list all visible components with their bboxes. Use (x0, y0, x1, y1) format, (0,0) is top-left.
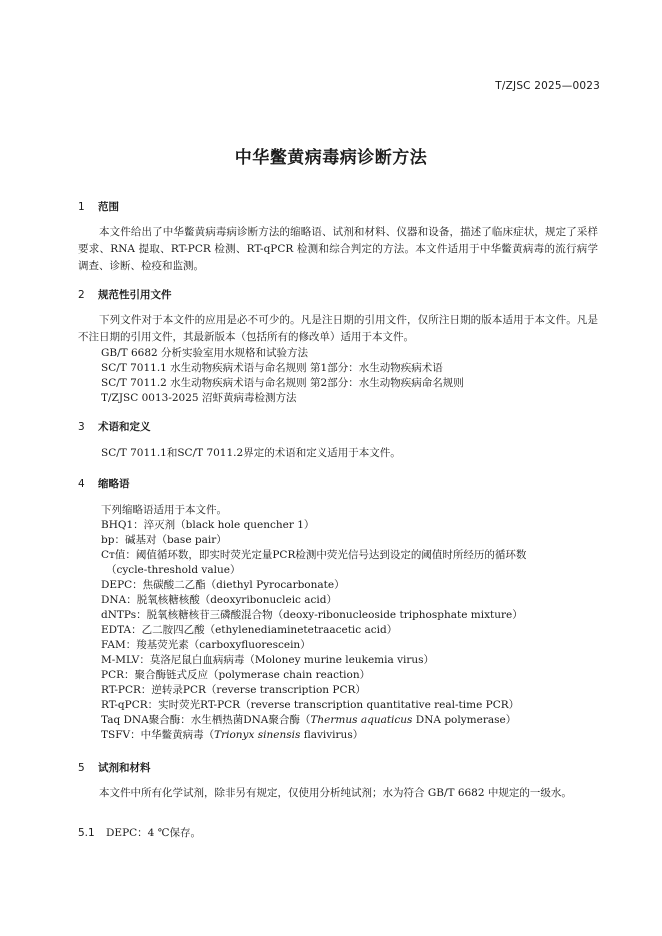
section-2-heading (78, 287, 172, 302)
reference-item: T/ZJSC 0013-2025 沼虾黄病毒检测方法 (101, 392, 297, 404)
species-name: Thermus aquaticus (310, 714, 413, 726)
species-name: Trionyx sinensis (214, 729, 301, 741)
abbrev-text: Taq DNA聚合酶：水生栖热菌DNA聚合酶（ (101, 714, 311, 726)
subsection-text: DEPC：4 ℃保存。 (106, 827, 201, 839)
section-title: 规范性引用文件 (98, 289, 172, 301)
abbrev-item: FAM：羧基荧光素（carboxyfluorescein） (101, 639, 311, 651)
section-number: 1 (78, 201, 85, 213)
page-title: 中华鳖黄病毒病诊断方法 (234, 148, 428, 168)
section-title: 试剂和材料 (98, 762, 151, 774)
subsection-number: 5.1 (78, 827, 95, 839)
abbrev-item-continued: （cycle-threshold value） (106, 564, 241, 576)
section-number: 5 (78, 762, 85, 774)
abbrev-item: M-MLV：莫洛尼鼠白血病病毒（Moloney murine leukemia virus） (101, 654, 435, 666)
section-1-paragraph: 本文件给出了中华鳖黄病毒病诊断方法的缩略语、试剂和材料、仪器和设备，描述了临床症状，规定了采样要求、RNA 提取、RT-PCR 检测、RT-qPCR 检测和综合判定的方法。本文件适用于中华鳖黄病毒的流行病学调查、诊断、检疫和监测。 (78, 226, 598, 272)
abbrev-text: flavivirus） (300, 729, 364, 741)
abbrev-item: EDTA：乙二胺四乙酸（ethylenediaminetetraacetic acid） (101, 624, 398, 636)
abbrev-item: RT-PCR：逆转录PCR（reverse transcription PCR） (101, 684, 366, 696)
section-5-paragraph: 本文件中所有化学试剂，除非另有规定，仅使用分析纯试剂；水为符合 GB/T 6682 中规定的一级水。 (99, 787, 572, 799)
abbrev-item: Cт值：阈值循环数，即实时荧光定量PCR检测中荧光信号达到设定的阈值时所经历的循环数 (101, 549, 527, 561)
abbrev-item: bp：碱基对（base pair） (101, 534, 227, 546)
section-3-text: SC/T 7011.1和SC/T 7011.2界定的术语和定义适用于本文件。 (101, 447, 401, 459)
abbrev-item: DNA：脱氧核糖核酸（deoxyribonucleic acid） (101, 594, 337, 606)
section-number: 4 (78, 478, 85, 490)
section-5-heading (78, 760, 151, 775)
section-4-heading (78, 476, 130, 491)
abbrev-item: PCR：聚合酶链式反应（polymerase chain reaction） (101, 669, 371, 681)
section-title: 范围 (98, 201, 119, 213)
reference-item: GB/T 6682 分析实验室用水规格和试验方法 (101, 347, 309, 359)
abbrev-item: dNTPs：脱氧核糖核苷三磷酸混合物（deoxy-ribonucleoside triphosphate mixture） (101, 609, 523, 621)
abbrev-item-taq (101, 713, 516, 728)
abbrev-intro: 下列缩略语适用于本文件。 (101, 504, 227, 516)
abbrev-text: TSFV：中华鳖黄病毒（ (101, 729, 215, 741)
section-1-heading (78, 199, 119, 214)
abbrev-item-tsfv (101, 728, 363, 743)
abbrev-text: DNA polymerase） (412, 714, 517, 726)
abbrev-item: DEPC：焦碳酸二乙酯（diethyl Pyrocarbonate） (101, 579, 345, 591)
section-title: 术语和定义 (98, 421, 151, 433)
reference-item: SC/T 7011.2 水生动物疾病术语与命名规则 第2部分：水生动物疾病命名规则 (101, 377, 464, 389)
section-3-heading (78, 419, 151, 434)
standard-number: T/ZJSC 2025—0023 (495, 80, 600, 92)
section-2-paragraph: 下列文件对于本文件的应用是必不可少的。凡是注日期的引用文件，仅所注日期的版本适用于本文件。凡是不注日期的引用文件，其最新版本（包括所有的修改单）适用于本文件。 (78, 314, 598, 343)
abbrev-item: RT-qPCR：实时荧光RT-PCR（reverse transcription quantitative real-time PCR） (101, 699, 520, 711)
section-number: 2 (78, 289, 85, 301)
abbrev-item: BHQ1：淬灭剂（black hole quencher 1） (101, 519, 315, 531)
section-title: 缩略语 (98, 478, 130, 490)
subsection-5-1 (78, 825, 201, 840)
section-number: 3 (78, 421, 85, 433)
reference-item: SC/T 7011.1 水生动物疾病术语与命名规则 第1部分：水生动物疾病术语 (101, 362, 443, 374)
